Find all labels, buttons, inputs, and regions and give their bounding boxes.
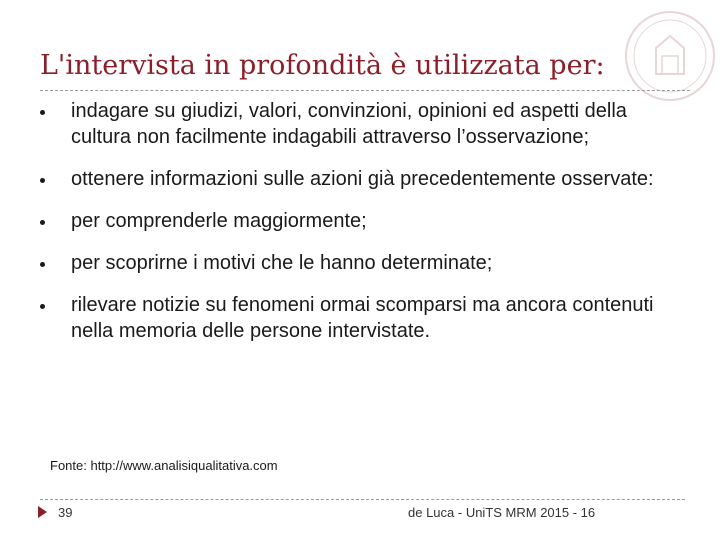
bullet-dot-icon [40,304,45,309]
bullet-item [40,208,680,234]
bullet-item [40,250,680,276]
bullet-text: per scoprirne i motivi che le hanno determinate; [71,252,493,274]
bullet-item [40,166,680,192]
title-divider [40,90,690,91]
footer-divider [40,499,685,500]
bullet-dot-icon [40,110,45,115]
bullet-dot-icon [40,220,45,225]
bullet-text: ottenere informazioni sulle azioni già precedentemente osservate: [71,168,654,190]
triangle-right-icon [38,506,47,518]
bullet-text: indagare su giudizi, valori, convinzioni, opinioni ed aspetti della cultura non facilmente indagabili attraverso l’osservazione; [71,100,627,148]
page-number: 39 [58,505,73,520]
university-seal-icon [622,8,718,108]
bullet-item [40,98,680,150]
footer-credit: de Luca - UniTS MRM 2015 - 16 [408,505,596,520]
bullet-list [40,98,680,360]
bullet-dot-icon [40,178,45,183]
bullet-text: rilevare notizie su fenomeni ormai scomparsi ma ancora contenuti nella memoria delle persone intervistate. [71,294,654,342]
bullet-dot-icon [40,262,45,267]
bullet-text: per comprenderle maggiormente; [71,210,367,232]
source-note: Fonte: http://www.analisiqualitativa.com [50,458,278,473]
bullet-item [40,292,680,344]
slide-title: L'intervista in profondità è utilizzata per: [40,50,605,81]
